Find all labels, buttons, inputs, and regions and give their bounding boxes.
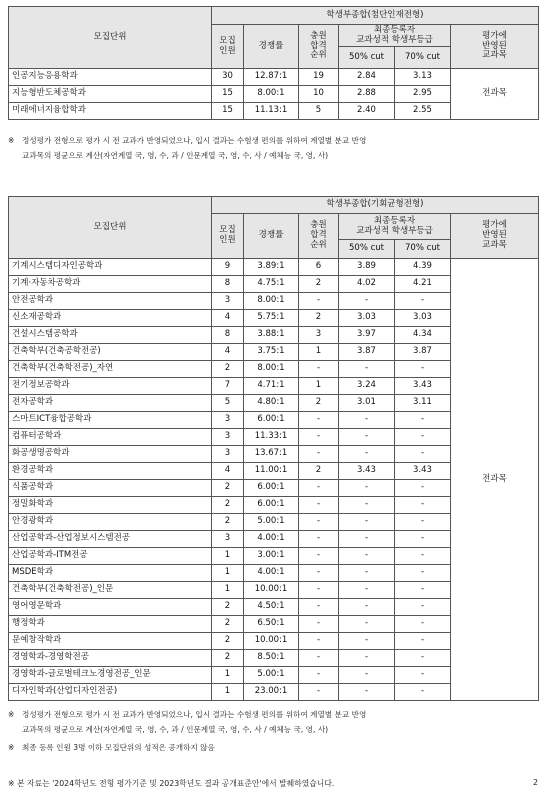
cell-name: 신소재공학과 (9, 310, 212, 327)
header-competition: 경쟁률 (244, 214, 299, 259)
header-unit: 모집단위 (9, 197, 212, 259)
cell-c50: 4.02 (339, 276, 395, 293)
cell-name: 식품공학과 (9, 480, 212, 497)
cell-c70: - (395, 446, 451, 463)
cell-rank: 1 (299, 344, 339, 361)
cell-c70: - (395, 497, 451, 514)
cell-c70: - (395, 633, 451, 650)
cell-c50: 3.97 (339, 327, 395, 344)
cell-rank: - (299, 667, 339, 684)
cell-name: 기계·자동차공학과 (9, 276, 212, 293)
cell-name: 컴퓨터공학과 (9, 429, 212, 446)
cell-c70: - (395, 514, 451, 531)
cell-name: 건축학부(건축공학전공) (9, 344, 212, 361)
cell-c70: - (395, 531, 451, 548)
cell-rank: - (299, 497, 339, 514)
cell-comp: 3.88:1 (244, 327, 299, 344)
cell-c70: 3.11 (395, 395, 451, 412)
header-final: 최종등록자 교과성적 학생부등급 (339, 214, 451, 240)
cell-c70: - (395, 616, 451, 633)
cell-c50: - (339, 650, 395, 667)
cell-c50: - (339, 446, 395, 463)
cell-name: 디자인학과(산업디자인전공) (9, 684, 212, 701)
cell-quota: 4 (212, 310, 244, 327)
cell-comp: 5.00:1 (244, 667, 299, 684)
cell-quota: 4 (212, 344, 244, 361)
note-block-1: ※ 정성평가 전형으로 평가 시 전 교과가 반영되었으나, 입시 결과는 수험생 편의를 위하여 계열별 분교 반영 교과목의 평균으로 계산(자연계열 국, 영, 수, 과 / 인문계열 국, 영, 수, 사 / 예체능 국, 영, 사) (8, 133, 538, 163)
cell-c70: 3.43 (395, 463, 451, 480)
cell-rank: 3 (299, 327, 339, 344)
cell-rank: - (299, 616, 339, 633)
cell-comp: 4.71:1 (244, 378, 299, 395)
cell-comp: 6.50:1 (244, 616, 299, 633)
cell-quota: 3 (212, 531, 244, 548)
cell-c50: - (339, 429, 395, 446)
cell-comp: 8.00:1 (244, 293, 299, 310)
cell-comp: 4.00:1 (244, 565, 299, 582)
cell-c50: - (339, 582, 395, 599)
header-subject: 평가에 반영된 교과목 (451, 214, 539, 259)
table-gihoe (8, 196, 539, 701)
cell-rank: 6 (299, 259, 339, 276)
cell-comp: 4.00:1 (244, 531, 299, 548)
cell-c70: - (395, 548, 451, 565)
cell-rank: 2 (299, 276, 339, 293)
cell-name: 전자공학과 (9, 395, 212, 412)
cell-name: 경영학과-글로벌테크노경영전공_인문 (9, 667, 212, 684)
cell-quota: 2 (212, 633, 244, 650)
cell-c70: - (395, 599, 451, 616)
cell-c50: - (339, 633, 395, 650)
cell-name: 스마트ICT융합공학과 (9, 412, 212, 429)
cell-rank: - (299, 429, 339, 446)
cell-quota: 3 (212, 429, 244, 446)
cell-c50: - (339, 361, 395, 378)
cell-comp: 6.00:1 (244, 480, 299, 497)
cell-quota: 3 (212, 412, 244, 429)
cell-comp: 10.00:1 (244, 582, 299, 599)
cell-comp: 3.89:1 (244, 259, 299, 276)
cell-c70: - (395, 361, 451, 378)
cell-name: 환경공학과 (9, 463, 212, 480)
cell-c70: 4.21 (395, 276, 451, 293)
cell-rank: - (299, 633, 339, 650)
cell-quota: 1 (212, 548, 244, 565)
cell-c70: - (395, 667, 451, 684)
cell-comp: 3.75:1 (244, 344, 299, 361)
cell-c70: - (395, 650, 451, 667)
cell-comp: 5.00:1 (244, 514, 299, 531)
header-cut-50: 50% cut (339, 240, 395, 259)
cell-comp: 4.50:1 (244, 599, 299, 616)
cell-name: 안전공학과 (9, 293, 212, 310)
cell-rank: - (299, 582, 339, 599)
header-group: 학생부종합(기회균형전형) (212, 197, 539, 214)
cell-c70: 4.39 (395, 259, 451, 276)
note-line: 정성평가 전형으로 평가 시 전 교과가 반영되었으나, 입시 결과는 수험생 편의를 위하여 계열별 분교 반영 (22, 136, 367, 145)
cell-name: 영어영문학과 (9, 599, 212, 616)
note-line: 교과목의 평균으로 계산(자연계열 국, 영, 수, 과 / 인문계열 국, 영, 수, 사 / 예체능 국, 영, 사) (22, 725, 329, 734)
cell-quota: 2 (212, 361, 244, 378)
cell-c50: 3.03 (339, 310, 395, 327)
cell-name: MSDE학과 (9, 565, 212, 582)
header-rank: 충원 합격 순위 (299, 25, 339, 69)
cell-comp: 11.33:1 (244, 429, 299, 446)
table-row: 지능형반도체공학과 15 8.00:1 10 2.88 2.95 (9, 86, 539, 103)
cell-c70: - (395, 582, 451, 599)
cell-c50: - (339, 412, 395, 429)
cell-rank: - (299, 514, 339, 531)
header-subject: 평가에 반영된 교과목 (451, 25, 539, 69)
header-unit: 모집단위 (9, 7, 212, 69)
cell-quota: 8 (212, 276, 244, 293)
cell-name: 문예창작학과 (9, 633, 212, 650)
cell-c70: - (395, 412, 451, 429)
cell-comp: 3.00:1 (244, 548, 299, 565)
cell-c70: 4.34 (395, 327, 451, 344)
cell-c70: 3.43 (395, 378, 451, 395)
cell-quota: 2 (212, 650, 244, 667)
cell-quota: 7 (212, 378, 244, 395)
header-cut-70: 70% cut (395, 240, 451, 259)
cell-name: 정밀화학과 (9, 497, 212, 514)
header-rank: 충원 합격 순위 (299, 214, 339, 259)
cell-c50: - (339, 667, 395, 684)
cell-name: 행정학과 (9, 616, 212, 633)
cell-comp: 13.67:1 (244, 446, 299, 463)
cell-c70: - (395, 480, 451, 497)
cell-rank: - (299, 684, 339, 701)
cell-name: 산업공학과-산업정보시스템전공 (9, 531, 212, 548)
table-row (9, 259, 539, 276)
note-line: 교과목의 평균으로 계산(자연계열 국, 영, 수, 과 / 인문계열 국, 영, 수, 사 / 예체능 국, 영, 사) (22, 151, 329, 160)
cell-comp: 10.00:1 (244, 633, 299, 650)
table-row: 미래에너지융합학과 15 11.13:1 5 2.40 2.55 (9, 103, 539, 120)
footer: ※ 본 자료는 '2024학년도 전형 평가기준 및 2023학년도 결과 공개표준안'에서 발췌하였습니다. 2 (8, 778, 538, 788)
cell-name: 경영학과-경영학전공 (9, 650, 212, 667)
cell-name: 안경광학과 (9, 514, 212, 531)
cell-name: 건축학부(건축학전공)_인문 (9, 582, 212, 599)
cell-c70: 3.03 (395, 310, 451, 327)
cell-c50: - (339, 514, 395, 531)
cell-c50: - (339, 531, 395, 548)
cell-rank: - (299, 446, 339, 463)
cell-c50: 3.43 (339, 463, 395, 480)
cell-comp: 8.00:1 (244, 361, 299, 378)
cell-name: 산업공학과-ITM전공 (9, 548, 212, 565)
cell-quota: 8 (212, 327, 244, 344)
cell-rank: 2 (299, 463, 339, 480)
cell-quota: 1 (212, 582, 244, 599)
cell-rank: 1 (299, 378, 339, 395)
cell-quota: 1 (212, 684, 244, 701)
note-line: 최종 등록 인원 3명 이하 모집단위의 성적은 공개하지 않음 (22, 743, 215, 752)
cell-c50: - (339, 497, 395, 514)
cell-c70: - (395, 565, 451, 582)
cell-c50: - (339, 599, 395, 616)
table-row: 인공지능응용학과 30 12.87:1 19 2.84 3.13 전과목 (9, 69, 539, 86)
cell-comp: 4.80:1 (244, 395, 299, 412)
cell-comp: 6.00:1 (244, 497, 299, 514)
note-line: 정성평가 전형으로 평가 시 전 교과가 반영되었으나, 입시 결과는 수험생 편의를 위하여 계열별 분교 반영 (22, 710, 367, 719)
header-cut-70: 70% cut (395, 47, 451, 69)
cell-c50: - (339, 616, 395, 633)
page-number: 2 (533, 778, 538, 787)
cell-comp: 6.00:1 (244, 412, 299, 429)
header-competition: 경쟁률 (244, 25, 299, 69)
footer-text: 본 자료는 '2024학년도 전형 평가기준 및 2023학년도 결과 공개표준안'에서 발췌하였습니다. (17, 779, 335, 788)
header-final: 최종등록자 교과성적 학생부등급 (339, 25, 451, 47)
cell-rank: - (299, 293, 339, 310)
cell-quota: 9 (212, 259, 244, 276)
cell-c70: - (395, 293, 451, 310)
cell-rank: - (299, 565, 339, 582)
cell-c50: - (339, 293, 395, 310)
note-block-2: ※ 정성평가 전형으로 평가 시 전 교과가 반영되었으나, 입시 결과는 수험생 편의를 위하여 계열별 분교 반영 교과목의 평균으로 계산(자연계열 국, 영, 수, 과 / 인문계열 국, 영, 수, 사 / 예체능 국, 영, 사) ※ 최종 등록 인원 3명 이하 모집단위의 성적은 공개하지 않음 (8, 707, 538, 755)
cell-rank: 2 (299, 395, 339, 412)
header-group: 학생부종합(첨단인재전형) (212, 7, 539, 25)
cell-rank: - (299, 361, 339, 378)
cell-quota: 2 (212, 480, 244, 497)
cell-rank: - (299, 412, 339, 429)
cell-name: 전기정보공학과 (9, 378, 212, 395)
cell-c70: - (395, 684, 451, 701)
cell-name: 기계시스템디자인공학과 (9, 259, 212, 276)
cell-rank: - (299, 480, 339, 497)
cell-rank: - (299, 531, 339, 548)
cell-comp: 8.50:1 (244, 650, 299, 667)
cell-quota: 4 (212, 463, 244, 480)
cell-quota: 2 (212, 497, 244, 514)
cell-quota: 1 (212, 667, 244, 684)
cell-quota: 2 (212, 599, 244, 616)
cell-c50: - (339, 565, 395, 582)
table-cheomdan (8, 6, 539, 120)
header-cut-50: 50% cut (339, 47, 395, 69)
cell-c70: 3.87 (395, 344, 451, 361)
subject-value: 전과목 (451, 259, 539, 701)
cell-rank: - (299, 650, 339, 667)
cell-comp: 4.75:1 (244, 276, 299, 293)
cell-c50: - (339, 684, 395, 701)
cell-quota: 1 (212, 565, 244, 582)
cell-quota: 2 (212, 514, 244, 531)
cell-c50: - (339, 480, 395, 497)
cell-name: 건축학부(건축학전공)_자연 (9, 361, 212, 378)
subject-value: 전과목 (451, 69, 539, 120)
cell-quota: 5 (212, 395, 244, 412)
header-quota: 모집 인원 (212, 25, 244, 69)
cell-c50: 3.87 (339, 344, 395, 361)
cell-c50: 3.89 (339, 259, 395, 276)
cell-rank: - (299, 548, 339, 565)
cell-rank: - (299, 599, 339, 616)
header-quota: 모집 인원 (212, 214, 244, 259)
cell-name: 화공생명공학과 (9, 446, 212, 463)
cell-comp: 11.00:1 (244, 463, 299, 480)
cell-name: 건설시스템공학과 (9, 327, 212, 344)
cell-c70: - (395, 429, 451, 446)
cell-c50: 3.01 (339, 395, 395, 412)
cell-comp: 5.75:1 (244, 310, 299, 327)
cell-c50: - (339, 548, 395, 565)
cell-quota: 3 (212, 293, 244, 310)
cell-rank: 2 (299, 310, 339, 327)
cell-quota: 2 (212, 616, 244, 633)
cell-c50: 3.24 (339, 378, 395, 395)
cell-quota: 3 (212, 446, 244, 463)
cell-comp: 23.00:1 (244, 684, 299, 701)
